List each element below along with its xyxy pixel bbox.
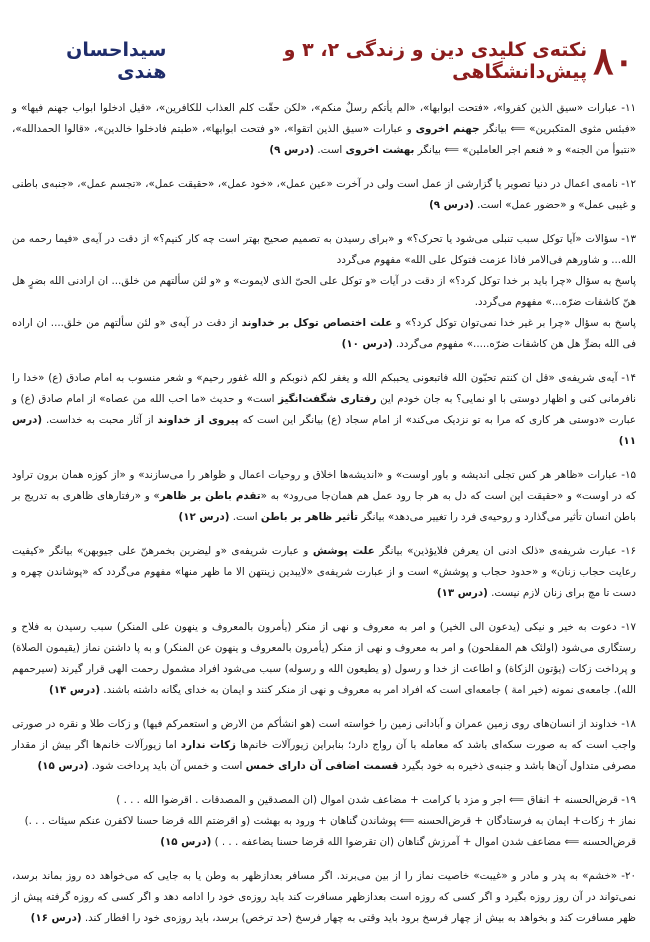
item-12 [12,174,636,216]
item-line: ۱۳- سؤالات «آيا توکل سبب تنبلی می‌شود يا تحرک؟» و «برای رسيدن به تصميم صحيح بهتر است چه کار کنيم؟» از دقت در آيه‌ی «فيما رحمه من الله... و شاورهم فی‌الامر فاذا عزمت فتوکل علی الله» مفهوم می‌گردد [12,233,636,266]
item-16 [12,541,636,604]
item-text: است. [229,511,261,523]
item-text: ۲۰- «خشم» به پدر و مادر و «غيبت» خاصيت نماز را از بين می‌برند. اگر مسافر بعدازظهر به وطن يا به جايی که می‌خواهد ده روز بماند برسد، نمی‌تواند در آن روز روزه بگيرد و اگر کسی که روزه است بعدازظهر مسافرت کند بايد روزه‌ی خود را ادامه دهد و اگر کسی که روزه گرفته پيش از ظهر مسافرت کند و بخواهد به بيش از چهار فرسخ برود بايد وقتی به چهار فرسخ (حد ترخص) برسد، بايد روزه‌ی خود را افطار کند. [12,870,636,924]
page-title: نکته‌ی کلیدی دین و زندگی ۲، ۳ و پیش‌دانشگاهی [283,39,588,83]
item-20 [12,866,636,929]
item-line: ۱۹- قرض‌الحسنه + انفاق ⟸ اجر و مزد با کرامت + مضاعف شدن اموال (ان المصدقين و المصدقات . اقرضوا الله . . . ) [116,794,636,806]
item-text: است. [314,144,346,156]
lesson-ref: (درس ۱۵) [37,760,89,772]
item-text: ۱۴- آيه‌ی شريفه‌ی «قل ان کنتم تحبّون الله فاتبعونی يحببکم الله و يغفر لکم ذنوبکم و الله غفور رحيم» و شعر منسوب به امام صادق (ع) «خدا را نافرمانی کنی و اظهار دوستی با او نمايی؟ به جان خودم اين [12,372,637,405]
item-line [12,832,636,853]
lesson-ref: (درس ۱۲) [178,511,230,523]
item-emphasis: علت پوشش [312,545,375,557]
item-emphasis: زکات ندارد [180,739,236,751]
item-emphasis: تأثير ظاهر بر باطن [260,511,358,523]
page-header [18,36,634,86]
item-emphasis: بهشت اخروی [345,144,415,156]
item-17 [12,617,636,701]
item-emphasis: علت اختصاص توکل بر خداوند [241,317,393,329]
item-text: و عبارت شريفه‌ی «و ليضربن بخمرهنّ علی جيوبهن» بيانگر «کيفيت رعايت حجاب زنان» و «حدود حجاب و پوشش» است و از عبارت شريفه‌ی «لايبدين زينتهن الا ما ظهر منها» مفهوم می‌گردد که «پوشاندن چهره و دست تا مچ برای زنان لازم نيست. [12,545,636,599]
item-text: ۱۷- دعوت به خير و نيکی (يدعون الی الخير) و امر به معروف و نهی از منکر (يأمرون بالمعروف و ينهون علی المنکر) سبب رسيدن به فلاح و رستگاری می‌شود (اولئک هم المفلحون) و امر به معروف و نهی از منکر (يأمرون بالمعروف و ينهون عن المنکر) و به پا داشتن نماز (يقيمون الصلاة) و پرداخت زکات (يؤتون الزکاة) و اطاعت از خدا و رسول (و يطيعون الله و رسوله) سبب می‌شود افراد مشمول رحمت الهی قرار گيرند (سيرحمهم الله). جامعه‌ی نمونه (خير امة ) جامعه‌ای است که افراد امر به معروف و نهی از منکر کنند و ايمان به خدای يگانه داشته باشند. [12,621,636,696]
item-text: ۱۶- عبارت شريفه‌ی «ذلک ادنی ان يعرفن فلايؤذين» بيانگر [374,545,636,557]
item-13 [12,229,636,355]
content-body [12,98,636,942]
item-15 [12,465,636,528]
item-text: ۱۲- نامه‌ی اعمال در دنيا تصوير يا گزارشی از عمل است ولی در آخرت «عين عمل»، «خود عمل»، «حقيقت عمل»، «تجسم عمل»، «جنبه‌ی باطنی و غيبی عمل» و «حضور عمل» است. [12,178,636,211]
item-emphasis: جهنم اخروی [415,123,480,135]
item-14 [12,368,636,452]
item-text: » و «رفتارهای ظاهری به تدريج بر باطن انسان تأثير می‌گذارد و روحيه‌ی فرد را تغيير می‌دهد» بيانگر [12,490,636,523]
item-emphasis: رفتاری شگفت‌انگيز [278,393,377,405]
item-text: ۱۵- عبارات «ظاهر هر کس تجلی انديشه و باور اوست» و «انديشه‌ها اخلاق و روحيات اعمال و ظواهر را می‌سازند» و «از کوزه همان برون تراود که در اوست» و «حقيقت اين است که دل به هر جا رود عمل هم همان‌جا می‌رود» به « [12,469,636,502]
title-group [166,39,634,83]
lesson-ref: (درس ۱۵) [160,836,212,848]
item-emphasis: تقدم باطن بر ظاهر [159,490,261,502]
item-emphasis: قسمت اضافی آن دارای خمس [245,760,399,772]
author-name: سیداحسان هندی [66,39,167,83]
lesson-ref: (درس ۱۶) [30,912,82,924]
item-line [12,313,636,355]
item-19 [12,790,636,853]
item-text: اما زيورآلات خانم‌ها اگر بيش از مقدار مصرفی متداول آن‌ها باشد و جنبه‌ی ذخيره به خود بگيرد [12,739,636,772]
item-text: است» و حديث «ما احب الله من عصاه» از امام صادق (ع) و عبارت «دوستی هر کاری که مرا به تو نزديک می‌کند» از امام سجاد (ع) بيانگر اين است که [12,393,636,426]
item-text: ۱۱- عبارات «سيق الذين كفروا»، «فتحت ابوابها»، «الم يأتكم رسلٌ منكم»، «لكن حقّت كلم العذاب للكافرين»، «قيل ادخلوا ابواب جهنم فيها» و «فبئس مثوی المتکبرين» ⟸ بيانگر [12,102,637,135]
lesson-ref: (درس ۹) [429,199,474,211]
item-11 [12,98,636,161]
item-text: از آثار محبت به خداست. [42,414,158,426]
item-18 [12,714,636,777]
item-line: پاسخ به سؤال «چرا بايد بر خدا توکل کرد؟» از دقت در آيات «و توکل علی الحیّ الذی لايموت» و «و لئن سألتهم من خلق... ان ارادنی الله بضرٍ هل هنّ کاشفات ضرّه...» مفهوم می‌گردد. [12,275,636,308]
item-text: از دقت در آيه‌ی «و لئن سألتهم من خلق.... ان اراده فی الله بضرٍّ هل هن کاشفات ضرّه.....» مفهوم می‌گردد. [12,317,636,350]
item-text: قرض‌الحسنه ⟸ مضاعف شدن اموال + آمرزش گناهان (ان تقرضوا الله قرضا حسنا يضاعفه . . . ) [211,836,636,848]
item-line: نماز + زکات+ ايمان به فرستادگان + قرض‌الحسنه ⟸ پوشاندن گناهان + ورود به بهشت (و اقرضتم الله قرضا حسنا لاکفرن عنکم سيئات . . .) [24,815,636,827]
item-text: و عبارات «سيق الذين اتقوا»، «و فتحت ابوابها»، «طبتم فادخلوا خالدين»، «قالوا الحمدالله»، «نتبوأ من الجنه» و « فنعم اجر العاملين» ⟸ بيانگر [12,123,636,156]
lesson-ref: (درس ۱۳) [436,587,488,599]
item-emphasis: پيروی از خداوند [157,414,239,426]
item-text: پاسخ به سؤال «چرا بر غير خدا نمی‌توان توکل کرد؟» و [392,317,636,329]
lesson-ref: (درس ۱۰) [341,338,393,350]
item-text: است و خمس آن بايد پرداخت شود. [88,760,246,772]
lesson-ref: (درس ۹) [269,144,315,156]
lesson-ref: (درس ۱۱) [12,414,636,447]
title-number: ۸۰ [593,38,634,83]
lesson-ref: (درس ۱۴) [49,684,101,696]
item-text: ۱۸- خداوند از انسان‌های روی زمين عمران و آبادانی زمين را خواسته است (هو انشأکم من الارض و استعمرکم فيها) و زکات طلا و نقره در صورتی واجب است که به صورت سکه‌ای باشد که معامله با آن رواج دارد؛ بنابراين زيورآلات خانم‌ها [12,718,636,751]
